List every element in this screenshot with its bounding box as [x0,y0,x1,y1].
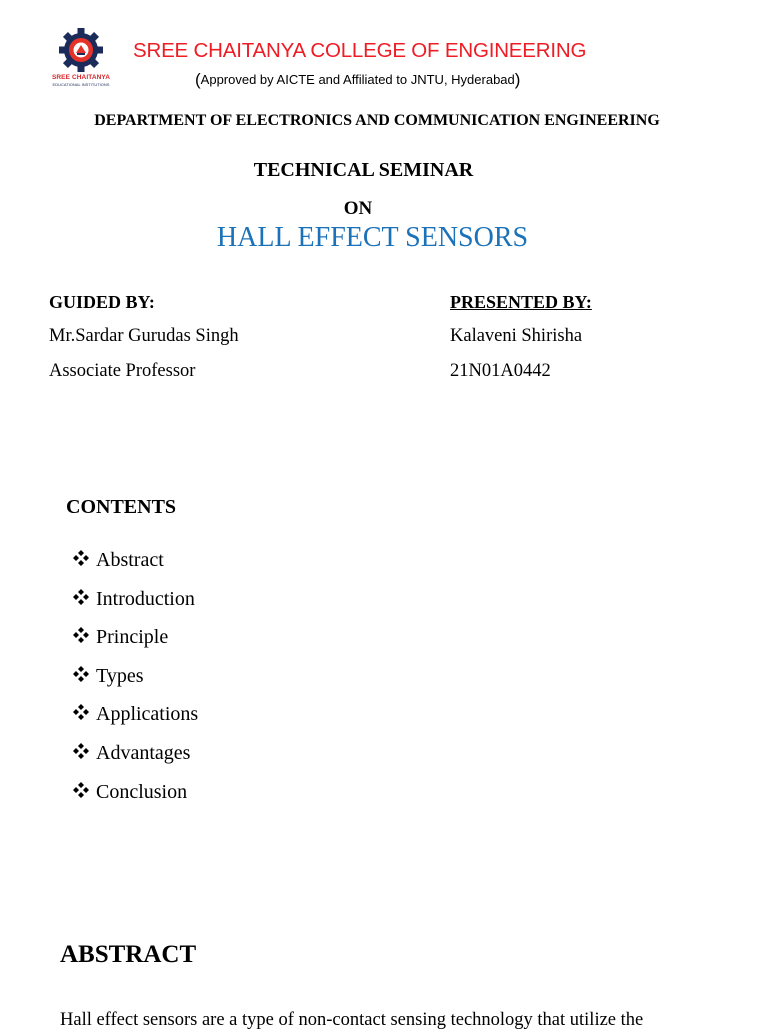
four-diamond-bullet-icon [73,704,89,720]
guided-by-heading: GUIDED BY: [49,292,155,312]
list-item [73,586,198,625]
gear-emblem-icon [44,28,118,74]
seminar-on: ON [343,198,373,219]
list-item [73,701,198,740]
four-diamond-bullet-icon [73,743,89,759]
seminar-label: TECHNICAL SEMINAR [253,159,474,181]
approval-text: Approved by AICTE and Affiliated to JNTU, Hyderabad [200,72,515,87]
presenter-name: Kalaveni Shirisha [450,326,583,346]
college-name: SREE CHAITANYA COLLEGE OF ENGINEERING [133,39,587,62]
logo-name: SREE CHAITANYA [51,74,111,81]
list-item-label: Principle [96,626,169,649]
presented-by-heading: PRESENTED BY: [450,292,592,312]
college-logo [44,28,118,88]
contents-heading: CONTENTS [66,496,177,518]
list-item [73,547,198,586]
list-item-label: Types [96,664,144,687]
four-diamond-bullet-icon [73,627,89,643]
seminar-topic: HALL EFFECT SENSORS [216,222,529,253]
four-diamond-bullet-icon [73,550,89,566]
four-diamond-bullet-icon [73,782,89,798]
abstract-text: Hall effect sensors are a type of non-contact sensing technology that utilize the [60,1010,644,1030]
list-item-label: Applications [96,703,199,726]
contents-list [73,547,198,817]
presenter-roll-number: 21N01A0442 [450,361,551,381]
list-item [73,624,198,663]
list-item [73,663,198,702]
list-item-label: Advantages [96,741,191,764]
department-title: DEPARTMENT OF ELECTRONICS AND COMMUNICATION ENGINEERING [94,112,660,129]
abstract-heading: ABSTRACT [60,941,197,968]
four-diamond-bullet-icon [73,666,89,682]
four-diamond-bullet-icon [73,589,89,605]
list-item-label: Introduction [96,587,195,610]
list-item-label: Conclusion [96,780,188,803]
list-item-label: Abstract [96,549,164,571]
list-item [73,779,198,818]
list-item [73,740,198,779]
guide-name: Mr.Sardar Gurudas Singh [49,326,239,346]
guide-designation: Associate Professor [49,361,196,381]
approval-note: (Approved by AICTE and Affiliated to JNTU, Hyderabad) [195,70,521,89]
logo-subname: EDUCATIONAL INSTITUTIONS [52,82,110,87]
